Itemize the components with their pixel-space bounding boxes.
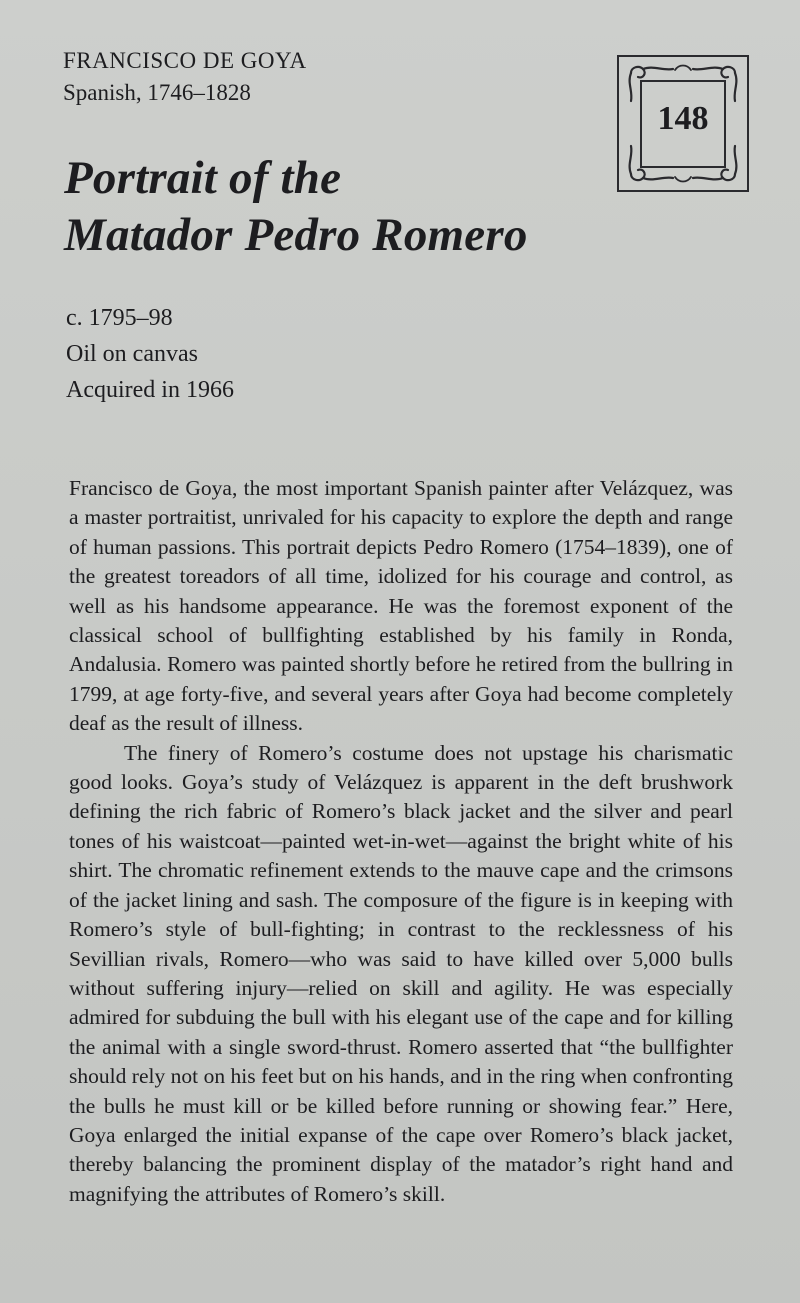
acquisition-date: Acquired in 1966 bbox=[66, 377, 234, 403]
artist-nationality-dates: Spanish, 1746–1828 bbox=[63, 80, 251, 105]
artwork-title-line-2: Matador Pedro Romero bbox=[64, 209, 528, 261]
artwork-title bbox=[64, 150, 604, 264]
artwork-date: c. 1795–98 bbox=[66, 305, 173, 331]
artist-name: FRANCISCO DE GOYA bbox=[63, 48, 307, 73]
description-paragraph-2: The finery of Romero’s costume does not upstage his charismatic good looks. Goya’s study of Velázquez is apparent in the deft brushwork defining the rich fabric of Romero’s black jacket and the silver and pearl tones of his waistcoat—painted wet-in-wet—against the bright white of his shirt. The chromatic refinement extends to the mauve cape and the crimsons of the jacket lining and sash. The composure of the figure is in keeping with Romero’s style of bull-fighting; in contrast to the recklessness of his Sevillian rivals, Romero—who was said to have killed over 5,000 bulls without suffering injury—relied on skill and agility. He was especially admired for subduing the bull with his elegant use of the cape and for killing the animal with a single sword-thrust. Romero asserted that “the bullfighter should rely not on his feet but on his hands, and in the ring when confronting the bulls he must kill or be killed before running or showing fear.” Here, Goya enlarged the initial expanse of the cape over Romero’s black jacket, thereby balancing the prominent display of the matador’s right hand and magnifying the attributes of Romero’s skill. bbox=[69, 740, 733, 1206]
artwork-medium: Oil on canvas bbox=[66, 341, 198, 367]
description-paragraph-1: Francisco de Goya, the most important Spanish painter after Velázquez, was a master portraitist, unrivaled for his capacity to explore the depth and range of human passions. This portrait depicts Pedro Romero (1754–1839), one of the greatest toreadors of all time, idolized for his courage and control, as well as his handsome appearance. He was the foremost exponent of the classical school of bullfighting established by his family in Ronda, Andalusia. Romero was painted shortly before he retired from the bullring in 1799, at age forty-five, and several years after Goya had become completely deaf as the result of illness. bbox=[69, 476, 733, 736]
artwork-details bbox=[66, 300, 234, 408]
description-text bbox=[69, 474, 733, 1209]
catalog-number-badge bbox=[617, 55, 749, 192]
artwork-title-line-1: Portrait of the bbox=[64, 152, 342, 204]
catalog-number: 148 bbox=[657, 100, 709, 137]
